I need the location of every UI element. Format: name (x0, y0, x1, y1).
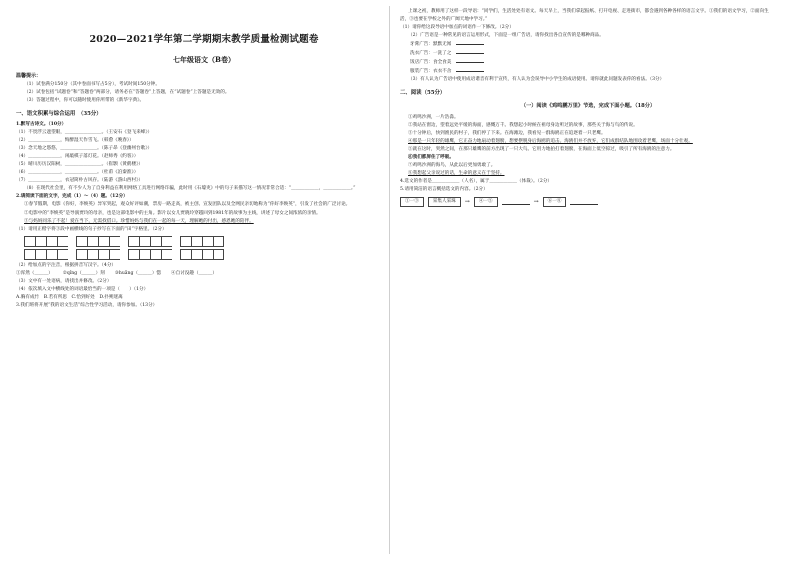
grid-cell[interactable] (191, 249, 202, 260)
left-column (16, 8, 392, 310)
notice-item: （1）试卷满分150分（其中卷面书写占5分），考试时间150分钟。 (24, 81, 160, 87)
right-column (400, 8, 776, 208)
cq1: （1）请你给这段导语中加点的词语作一下修改。（2分） (400, 25, 514, 31)
grid-cell[interactable] (191, 236, 202, 247)
q1-line: （1）不畏浮云遮望眼，＿＿＿＿＿＿＿＿。（王安石《登飞来峰》） (16, 130, 153, 136)
structure-flow (400, 197, 776, 208)
question-5: 5.请用简洁的语言概括选文的内容。（2分） (400, 187, 488, 193)
grid-cell[interactable] (24, 236, 35, 247)
pinyin-row (16, 270, 392, 278)
q1-line: （7）＿＿＿＿＿＿＿，衣冠简朴古风存。（陆游《游山西村》） (16, 178, 143, 184)
grid-cell[interactable] (76, 249, 87, 260)
arrow-right-icon: → (464, 198, 470, 206)
grid-cell[interactable] (57, 236, 68, 247)
passage-paragraph: ②我站在窗边，望着远处平缓的海面，感慨万千。我想起小时候在祖母身边听过的故事，那些关于海与鸟的传说。 (408, 122, 638, 128)
notice-item: （3）答题过程中，你可以随时使用你所带的《新华字典》。 (24, 97, 145, 103)
tianzige-grid[interactable] (24, 236, 392, 247)
grid-cell[interactable] (180, 236, 191, 247)
q2-options: A.胸有成竹 B.若有所思 C.恰到好处 D.扑朔迷离 (16, 294, 123, 300)
answer-blank[interactable] (570, 200, 598, 205)
answer-blank[interactable] (456, 58, 484, 63)
ad-text: 一洗了之 (432, 51, 452, 57)
passage-paragraph: ③十分钟后，快到渔民的村子，我们停了下来。在海滩边，我看见一群海鸥正在追逐着一只老鹰。 (408, 130, 606, 136)
q1-line: （2）＿＿＿＿＿＿＿，悔醉湿天作雪飞。（韩愈《晚春》） (16, 138, 134, 144)
passage-paragraph: ①鸡鸣沙洲，一片浩淼。 (408, 114, 459, 120)
grid-cell[interactable] (24, 249, 35, 260)
grid-gap (68, 236, 76, 247)
q2-sub4: （4）依次填入文中横线处的词语最恰当的一项是（ ）（1分） (16, 286, 149, 292)
grid-cell[interactable] (109, 236, 120, 247)
q2-sub1: （1）请用正楷字将③段中画横线的句子抄写在下面的“田”字格里。（2分） (16, 226, 167, 232)
ad-text: 衣衣不舍 (432, 69, 452, 75)
answer-blank[interactable] (456, 49, 484, 54)
answer-blank[interactable] (456, 67, 484, 72)
cq3: （3）有人认为广告语中使用成语谐音有利于宣传，有人认为会误导中小学生的成语使用。请你就此问题发表你的看法。（3分） (408, 77, 665, 83)
ad-label: 服装广告： (410, 69, 433, 75)
grid-cell[interactable] (161, 236, 172, 247)
passage-paragraph: ⑦鸡鸣沙洲的海鸟，从此以后更加勇敢了。 (408, 163, 496, 169)
q2-paragraph: ①春节假期，电影《你好，李焕英》异军突起，观众好评如潮，票房一路走高，被主创、宣发团队以及全网民亲切地称为“你好李焕英”，引发了社会的广泛讨论。 (24, 202, 351, 208)
ad-row (400, 58, 776, 67)
grid-cell[interactable] (35, 249, 46, 260)
grid-cell[interactable] (202, 236, 213, 247)
tianzige-grid[interactable] (24, 249, 392, 260)
q1-line: （3）念天地之悠悠，＿＿＿＿＿＿＿＿。（陈子昂《登幽州台歌》） (16, 146, 153, 152)
passage-paragraph: ④那是一只年轻的雄鹰，它正奋力地扇动着翅膀，想要摆脱身后海鸥的追击。海鸥们并不放弃，它们成群结队地围攻着老鹰，场面十分壮观。 (408, 138, 693, 144)
ad-label: 牙膏广告： (410, 42, 433, 48)
q1-line: （6）＿＿＿＿＿＿＿，＿＿＿＿＿＿＿。（杜甫《泊秦淮》） (16, 170, 139, 176)
q1-line: （4）＿＿＿＿＿＿＿，闲敲棋子落灯花。（赵师秀《约客》） (16, 154, 139, 160)
notice-item: （2）试卷包括“试题卷”和“答题卷”两部分，请务必在“答题卷”上答题，在“试题卷”上答题是无效的。 (24, 89, 230, 95)
grid-cell[interactable] (35, 236, 46, 247)
grid-gap (120, 236, 128, 247)
grid-cell[interactable] (87, 236, 98, 247)
passage-paragraph: ⑤就在这时，突然之间，在那只雄鹰的前方出现了一只大鸟。它用力地拍打着翅膀，在海面上低空掠过，吸引了所有海鸥的注意力。 (408, 146, 675, 152)
passage1-title: （一）阅读《鸡鸣鹏万里》节选，完成下面小题。（18分） (520, 102, 656, 109)
flow-step: ④一⑤ (474, 197, 498, 207)
ad-label: 饭店广告： (410, 60, 433, 66)
question-1-title: 1.默写古诗文。（10分） (16, 122, 67, 128)
q2-paragraph: ②电影中的“李焕英”是导演贾玲的母亲，也是这部电影中的主角。影片以女儿贾晓玲穿越回到1981年的故事为主线，讲述了母女之间浓浓的亲情。 (24, 210, 321, 216)
grid-cell[interactable] (128, 249, 139, 260)
grid-cell[interactable] (139, 249, 150, 260)
grid-gap (120, 249, 128, 260)
grid-gap (68, 249, 76, 260)
continued-paragraph: 上课之初，教师用了这样一段导语：“同学们，生活处处有语文。每天早上，当我们拿起报纸、打开电视、走进街市，都会遇到各种各样的语言文字。①我们的语文学习，②面向生活，③也要在学校之外的广阔天地中学习。” (400, 9, 769, 23)
arrow-right-icon: → (533, 198, 539, 206)
grid-cell[interactable] (128, 236, 139, 247)
question-4: 4.选文的作者是＿＿＿＿＿＿（人名），属于＿＿＿＿＿＿（体裁）。（2分） (400, 179, 553, 185)
ad-row (400, 67, 776, 76)
grid-cell[interactable] (161, 249, 172, 260)
passage-paragraph: ⑧我想起父亲说过的话，生命的意义在于坚持。 (408, 171, 505, 177)
pinyin-item[interactable]: ②qǐng（＿＿＿）刻 (62, 270, 105, 276)
grid-cell[interactable] (87, 249, 98, 260)
pinyin-item[interactable]: ①浑然（＿＿＿） (16, 270, 53, 276)
q2-paragraph: ③与妈妈同乐了不起！爱在当下，无需找借口。珍惜妈妈与我们在一起的每一天，理解她的付出，感恩她的陪伴。 (24, 218, 254, 224)
flow-step: ⑥一⑧ (543, 197, 567, 207)
answer-blank[interactable] (502, 200, 530, 205)
pinyin-item[interactable]: ④自讨没趣（＿＿＿） (171, 270, 217, 276)
answer-blank[interactable] (456, 40, 484, 45)
q1-line: （8）在现代社会里，有不少人为了自身利益在利用网络工具进行网络诈骗，此时用《石壕吏》中的句子来描写这一情况非常合适：“＿＿＿＿＿＿，＿＿＿＿＿＿。” (24, 186, 356, 192)
grid-cell[interactable] (46, 249, 57, 260)
grid-cell[interactable] (109, 249, 120, 260)
question-3-title: 3.我们班将开展“我的语文生活”综合性学习活动，请你参加。（13分） (16, 302, 158, 308)
grid-cell[interactable] (46, 236, 57, 247)
exam-title: 2020—2021学年第二学期期末教学质量检测试题卷 (89, 34, 319, 45)
ad-row (400, 49, 776, 58)
q2-sub2: （2）给加点的字注音，根据拼音写汉字。（4分） (16, 262, 117, 268)
grid-cell[interactable] (98, 236, 109, 247)
q1-line: （5）晴川历历汉阳树，＿＿＿＿＿＿＿＿。（崔颢《黄鹤楼》） (16, 162, 143, 168)
passage-paragraph: ⑥我们都屏住了呼吸。 (408, 154, 454, 160)
pinyin-item[interactable]: ③huǎng（＿＿＿）惚 (114, 270, 162, 276)
grid-gap (172, 236, 180, 247)
grid-cell[interactable] (202, 249, 213, 260)
section1-title: 一、语文积累与综合运用 （35分） (16, 110, 102, 117)
grid-gap (172, 249, 180, 260)
notice-heading: 温馨提示： (16, 72, 42, 79)
grid-cell[interactable] (150, 249, 161, 260)
grid-cell[interactable] (139, 236, 150, 247)
grid-cell[interactable] (213, 249, 224, 260)
ad-text: 默默无闻 (432, 42, 452, 48)
flow-step: 采集人采珠 (428, 197, 461, 207)
grid-cell[interactable] (180, 249, 191, 260)
ad-text: 食全食美 (432, 60, 452, 66)
cq2: （2）广告语是一种常见的语言运用形式，下面是一组广告语，请你找出各自宣传的是哪种商品。 (408, 33, 604, 39)
flow-step: ①一③ (400, 197, 424, 207)
section2-title: 二、阅读（55分） (400, 90, 446, 97)
ad-row (400, 40, 776, 49)
q2-sub3: （3）文中有一处语病，请找出并修改。（2分） (16, 278, 112, 284)
grid-cell[interactable] (150, 236, 161, 247)
grid-cell[interactable] (213, 236, 224, 247)
question-2-title: 2.请阅读下面的文字，完成（1）～（4）题。（12分） (16, 194, 128, 200)
grid-cell[interactable] (76, 236, 87, 247)
grid-cell[interactable] (98, 249, 109, 260)
grid-cell[interactable] (57, 249, 68, 260)
exam-subtitle: 七年级语文（B卷） (173, 54, 235, 64)
ad-label: 洗衣广告： (410, 51, 433, 57)
